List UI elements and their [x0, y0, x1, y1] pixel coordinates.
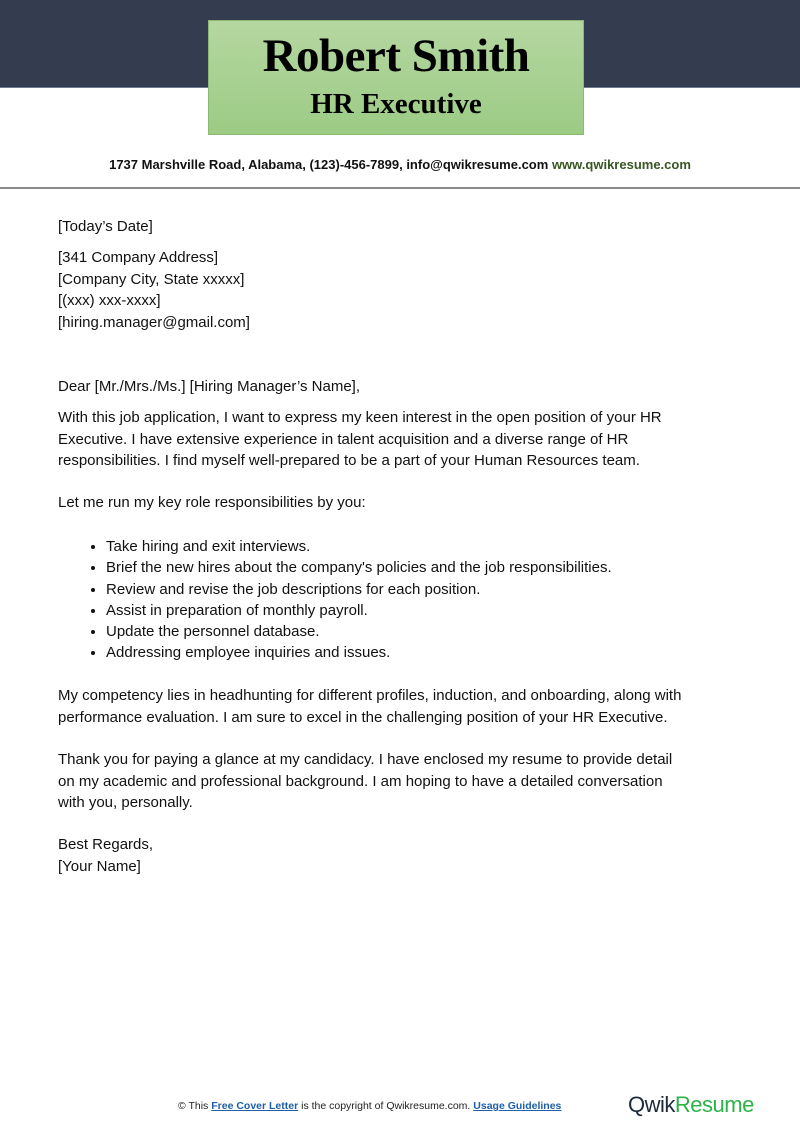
- logo-part: Qwik: [628, 1092, 675, 1117]
- paragraph-2: [58, 685, 758, 728]
- list-item: • Update the personnel database.: [106, 621, 758, 642]
- list-item: • Take hiring and exit interviews.: [106, 536, 758, 557]
- date: [58, 216, 758, 238]
- text-line: Thank you for paying a glance at my candidacy. I have enclosed my resume to provide detail: [58, 751, 673, 768]
- date-text: [Today’s Date]: [58, 218, 153, 235]
- candidate-title: HR Executive: [310, 88, 482, 120]
- logo-part: Resume: [674, 1092, 754, 1117]
- list-item: • Brief the new hires about the company's policies and the job responsibilities.: [106, 557, 758, 578]
- usage-guidelines-link[interactable]: Usage Guidelines: [473, 1100, 562, 1112]
- website-link[interactable]: www.qwikresume.com: [551, 157, 691, 172]
- qwikresume-logo: [628, 1092, 754, 1118]
- text-line: on my academic and professional background. I am hoping to have a detailed conversation: [58, 772, 663, 790]
- footer-text: © This: [178, 1100, 209, 1112]
- paragraph-3: [58, 749, 758, 814]
- responsibilities-list: [58, 536, 758, 664]
- address-line: [hiring.manager@gmail.com]: [58, 313, 250, 331]
- list-item: • Assist in preparation of monthly payroll.: [106, 600, 758, 621]
- address-line: [Company City, State xxxxx]: [58, 270, 245, 288]
- footer-copyright: [178, 1100, 561, 1112]
- responsibilities-intro: [58, 492, 758, 514]
- divider: [0, 187, 800, 189]
- address-line: [(xxx) xxx-xxxx]: [58, 292, 161, 309]
- paragraph-1: [58, 407, 758, 472]
- text-line: My competency lies in headhunting for different profiles, induction, and onboarding, along with: [58, 687, 682, 704]
- free-cover-letter-link[interactable]: Free Cover Letter: [211, 1100, 299, 1112]
- list-item: • Addressing employee inquiries and issues.: [106, 642, 758, 663]
- closing-text: Best Regards,: [58, 836, 154, 853]
- text-line: responsibilities. I find myself well-prepared to be a part of your Human Resources team.: [58, 452, 640, 469]
- text-line: performance evaluation. I am sure to excel in the challenging position of your HR Executive.: [58, 708, 668, 726]
- address-line: [341 Company Address]: [58, 249, 219, 266]
- text-line: with you, personally.: [58, 794, 193, 811]
- text-line: Executive. I have extensive experience in talent acquisition and a diverse range of HR: [58, 430, 629, 448]
- contact-line: [0, 157, 800, 172]
- text-line: With this job application, I want to express my keen interest in the open position of your HR: [58, 409, 662, 426]
- signature: [Your Name]: [58, 857, 141, 875]
- recipient-address: [58, 247, 758, 333]
- closing: [58, 834, 758, 877]
- name-box: [208, 20, 584, 135]
- salutation: [58, 376, 758, 398]
- text-line: Let me run my key role responsibilities by you:: [58, 494, 366, 511]
- contact-details: 1737 Marshville Road, Alabama, (123)-456-7899, info@qwikresume.com: [109, 157, 549, 172]
- footer-text: is the copyright of Qwikresume.com.: [301, 1100, 471, 1112]
- list-item: • Review and revise the job descriptions for each position.: [106, 579, 758, 600]
- salutation-text: Dear [Mr./Mrs./Ms.] [Hiring Manager’s Name],: [58, 378, 361, 395]
- candidate-name: Robert Smith: [262, 30, 530, 82]
